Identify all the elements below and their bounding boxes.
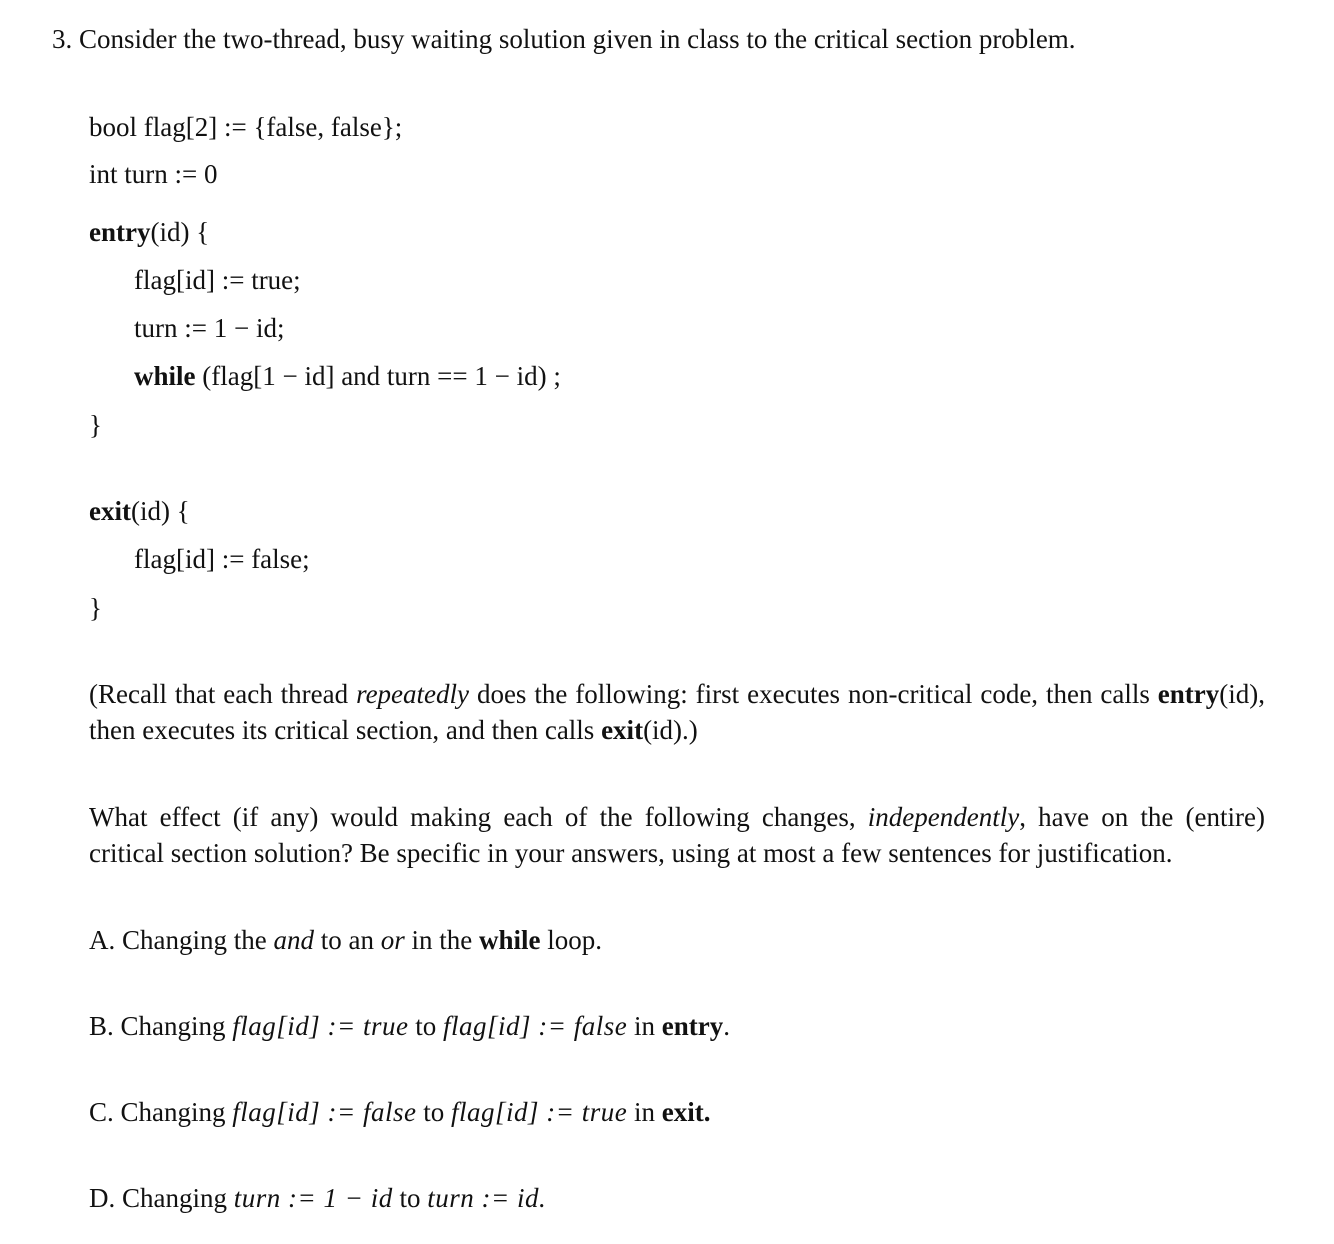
recall-emphasis: repeatedly — [356, 679, 470, 709]
code-decl-flag: bool flag[2] := {false, false}; — [89, 112, 403, 142]
effect-text-1: What effect (if any) would making each of the following changes, — [89, 802, 868, 832]
while-keyword: while — [134, 361, 196, 391]
question-heading — [52, 22, 1076, 56]
item-c-keyword: exit. — [661, 1097, 711, 1127]
item-b-to: to — [408, 1011, 444, 1041]
item-a-while: while — [479, 925, 541, 955]
item-d-math-1: turn := 1 − id — [233, 1183, 393, 1213]
code-exit-signature — [89, 494, 190, 528]
item-a-prefix: A. Changing the — [89, 925, 274, 955]
item-d-math-2: turn := id. — [427, 1183, 547, 1213]
while-condition: (flag[1 − id] and turn == 1 − id) ; — [195, 361, 561, 391]
item-a-or: or — [380, 925, 405, 955]
recall-paragraph — [89, 676, 1265, 748]
code-entry-while — [134, 359, 561, 393]
item-b-end: . — [723, 1011, 730, 1041]
exit-sig-rest: (id) { — [130, 496, 190, 526]
item-c-to: to — [416, 1097, 452, 1127]
item-a-suffix: loop. — [540, 925, 603, 955]
item-d-to: to — [392, 1183, 428, 1213]
code-entry-signature — [89, 215, 209, 249]
question-number: 3. — [52, 24, 73, 54]
item-b-math-1: flag[id] := true — [232, 1011, 409, 1041]
item-b — [89, 1009, 730, 1043]
recall-text-1: (Recall that each thread — [89, 679, 357, 709]
effect-emphasis: independently — [867, 802, 1020, 832]
item-b-prefix: B. Changing — [89, 1011, 233, 1041]
question-text: Consider the two-thread, busy waiting solution given in class to the critical section problem. — [79, 24, 1076, 54]
code-exit-line1: flag[id] := false; — [134, 544, 310, 574]
recall-entry-keyword: entry — [1157, 679, 1220, 709]
recall-text-2: does the following: first executes non-critical code, then calls — [469, 679, 1158, 709]
code-decl-turn: int turn := 0 — [89, 159, 218, 189]
item-b-keyword: entry — [661, 1011, 724, 1041]
entry-sig-rest: (id) { — [150, 217, 210, 247]
item-c-math-1: flag[id] := false — [232, 1097, 417, 1127]
item-c — [89, 1095, 711, 1129]
effect-paragraph — [89, 799, 1265, 871]
item-a-mid: to an — [313, 925, 381, 955]
recall-exit-keyword: exit — [601, 715, 644, 745]
item-d — [89, 1181, 546, 1215]
item-c-in: in — [627, 1097, 662, 1127]
code-entry-close: } — [89, 410, 102, 440]
item-c-prefix: C. Changing — [89, 1097, 233, 1127]
code-entry-line1: flag[id] := true; — [134, 265, 301, 295]
recall-text-3: (id), then executes its critical section, and then calls — [89, 679, 1266, 745]
item-d-prefix: D. Changing — [89, 1183, 234, 1213]
code-exit-close: } — [89, 593, 102, 623]
item-a-and: and — [273, 925, 314, 955]
item-b-math-2: flag[id] := false — [443, 1011, 628, 1041]
item-b-in: in — [627, 1011, 662, 1041]
item-c-math-2: flag[id] := true — [451, 1097, 628, 1127]
item-a-mid2: in the — [404, 925, 479, 955]
item-a — [89, 923, 602, 957]
recall-text-4: (id).) — [643, 715, 698, 745]
code-entry-line2: turn := 1 − id; — [134, 313, 285, 343]
entry-keyword: entry — [89, 217, 151, 247]
effect-text-2: , have on the (entire) critical section solution? Be specific in your answers, using at most a few sentences for justification. — [89, 802, 1265, 868]
exit-keyword: exit — [89, 496, 131, 526]
